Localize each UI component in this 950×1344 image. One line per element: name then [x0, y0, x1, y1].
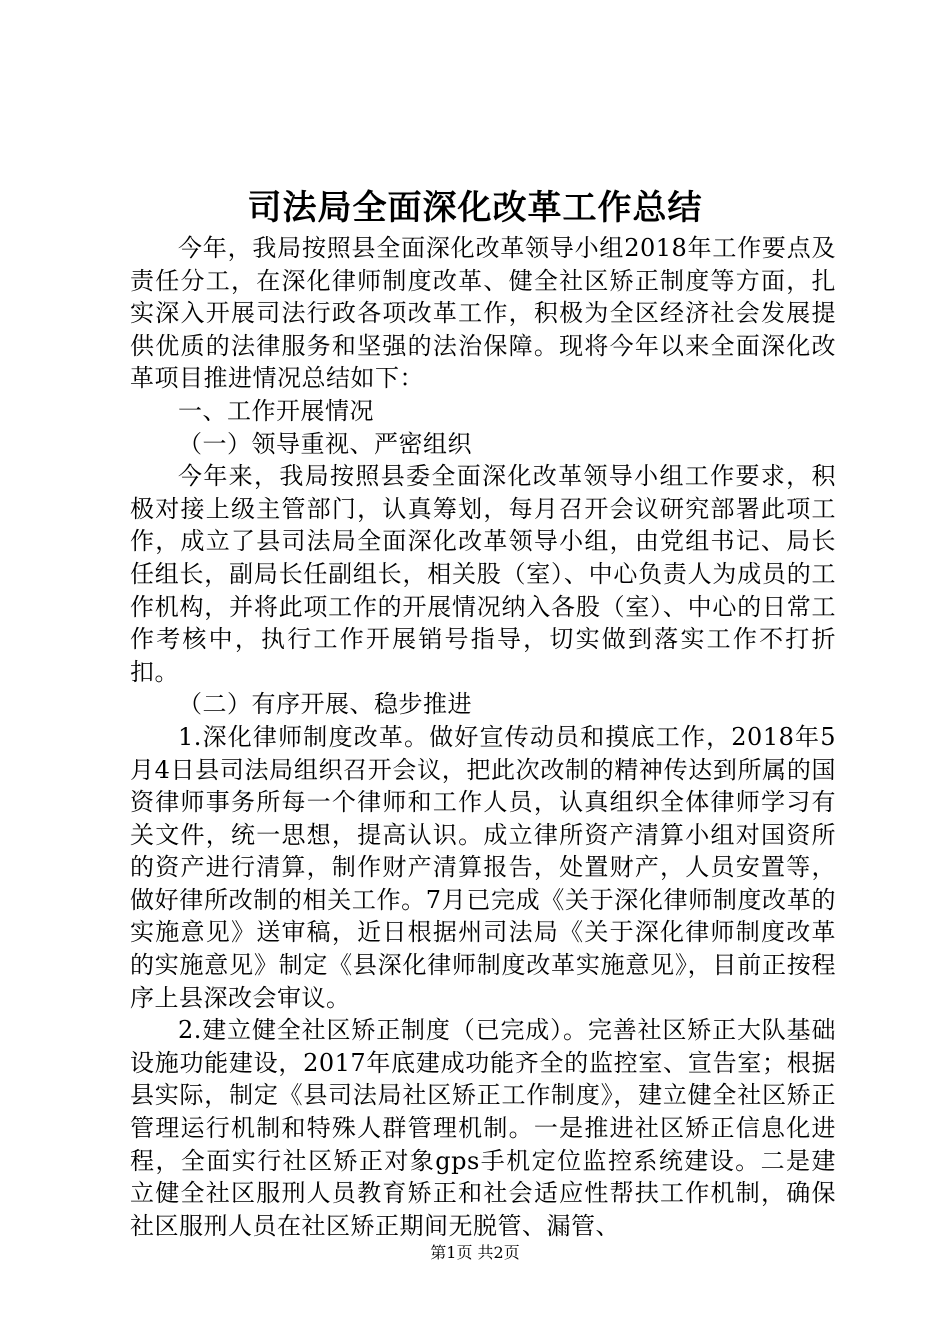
document-body [130, 232, 836, 1242]
page-footer: 第1页 共2页 [430, 1243, 520, 1262]
paragraph-community-correction: 2.建立健全社区矫正制度（已完成）。完善社区矫正大队基础设施功能建设，2017年底建成功能齐全的监控室、宣告室；根据县实际，制定《县司法局社区矫正工作制度》，建立健全社区矫正管理运行机制和特殊人群管理机制。一是推进社区矫正信息化进程，全面实行社区矫正对象gps手机定位监控系统建设。二是建立健全社区服刑人员教育矫正和社会适应性帮扶工作机制，确保社区服刑人员在社区矫正期间无脱管、漏管、 [130, 1016, 836, 1240]
paragraph-intro: 今年，我局按照县全面深化改革领导小组2018年工作要点及责任分工，在深化律师制度改革、健全社区矫正制度等方面，扎实深入开展司法行政各项改革工作，积极为全区经济社会发展提供优质的法律服务和坚强的法治保障。现将今年以来全面深化改革项目推进情况总结如下： [130, 234, 836, 393]
subheading-leadership: （一）领导重视、严密组织 [178, 429, 472, 458]
document-title: 司法局全面深化改革工作总结 [247, 188, 703, 228]
paragraph-leadership: 今年来，我局按照县委全面深化改革领导小组工作要求，积极对接上级主管部门，认真筹划，每月召开会议研究部署此项工作，成立了县司法局全面深化改革领导小组，由党组书记、局长任组长，副局长任副组长，相关股（室）、中心负责人为成员的工作机构，并将此项工作的开展情况纳入各股（室）、中心的日常工作考核中，执行工作开展销号指导，切实做到落实工作不打折扣。 [130, 462, 836, 686]
heading-work-status: 一、工作开展情况 [178, 396, 374, 425]
paragraph-lawyer-reform: 1.深化律师制度改革。做好宣传动员和摸底工作，2018年5月4日县司法局组织召开会议，把此次改制的精神传达到所属的国资律师事务所每一个律师和工作人员，认真组织全体律师学习有关文件，统一思想，提高认识。成立律所资产清算小组对国资所的资产进行清算，制作财产清算报告，处置财产，人员安置等，做好律所改制的相关工作。7月已完成《关于深化律师制度改革的实施意见》送审稿，近日根据州司法局《关于深化律师制度改革的实施意见》制定《县深化律师制度改革实施意见》，目前正按程序上县深改会审议。 [130, 722, 836, 1012]
subheading-progress: （二）有序开展、稳步推进 [178, 690, 472, 719]
